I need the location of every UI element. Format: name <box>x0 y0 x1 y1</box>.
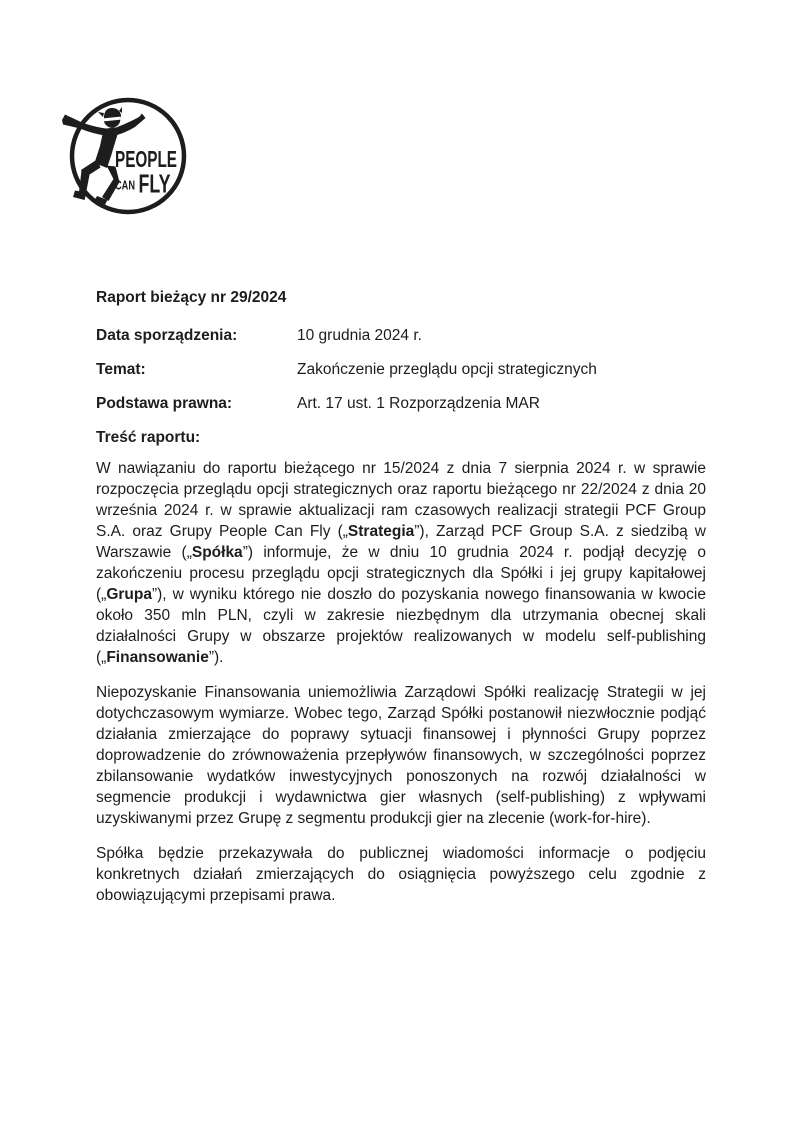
field-label-date: Data sporządzenia: <box>96 327 238 344</box>
text-segment: ”) informuje, że w dniu 10 grudnia 2024 r. podjął decyzję o zakończeniu procesu przeglądu opcji strategicznych dla Spółki i jej grupy kapitałowej („ <box>96 544 706 603</box>
logo-graphic <box>62 96 203 222</box>
field-row-subject <box>96 359 706 380</box>
field-row-legal-basis <box>96 393 706 414</box>
text-segment: ”). <box>208 649 224 666</box>
field-value-subject: Zakończenie przeglądu opcji strategicznych <box>297 361 597 378</box>
text-segment: Spółka <box>191 544 243 561</box>
field-row-date <box>96 325 706 346</box>
text-segment: Spółka będzie przekazywała do publicznej wiadomości informacje o podjęciu konkretnych działań zmierzających do osiągnięcia powyższego celu zgodnie z obowiązującymi przepisami prawa. <box>96 845 706 904</box>
report-paragraph-1 <box>96 458 706 668</box>
text-segment: ”), Zarząd PCF Group S.A. z siedzibą w Warszawie („ <box>96 523 706 561</box>
text-segment: ”), w wyniku którego nie doszło do pozyskania nowego finansowania w kwocie około 350 mln PLN, czyli w zakresie niezbędnym dla utrzymania obecnej skali działalności Grupy w obszarze projektów realizowanych w modelu self-publishing („ <box>96 586 706 666</box>
text-segment: Grupa <box>106 586 152 603</box>
field-label-legal-basis: Podstawa prawna: <box>96 395 233 412</box>
report-paragraph-2 <box>96 682 706 829</box>
text-segment: W nawiązaniu do raportu bieżącego nr 15/2024 z dnia 7 sierpnia 2024 r. w sprawie rozpoczęcia przeglądu opcji strategicznych oraz raportu bieżącego nr 22/2024 z dnia 20 września 2024 r. w sprawie aktualizacji ram czasowych realizacji strategii PCF Group S.A. oraz Grupy People Can Fly („ <box>96 460 706 540</box>
people-can-fly-logo <box>62 96 203 222</box>
report-paragraph-3 <box>96 843 706 906</box>
field-value-date: 10 grudnia 2024 r. <box>297 327 422 344</box>
field-value-legal-basis: Art. 17 ust. 1 Rozporządzenia MAR <box>297 395 540 412</box>
field-label-subject: Temat: <box>96 361 146 378</box>
report-content <box>96 287 706 920</box>
report-title: Raport bieżący nr 29/2024 <box>96 289 287 306</box>
logo-text-can: CAN <box>115 178 135 193</box>
logo-text-people: PEOPLE <box>115 146 177 172</box>
text-segment: Finansowanie <box>106 649 209 666</box>
text-segment: Niepozyskanie Finansowania uniemożliwia Zarządowi Spółki realizację Strategii w jej dotychczasowym wymiarze. Wobec tego, Zarząd Spółki postanowił niezwłocznie podjąć działania zmierzające do poprawy sytuacji finansowej i płynności Grupy poprzez doprowadzenie do zrównoważenia przepływów finansowych, w szczególności poprzez zbilansowanie wydatków inwestycyjnych ponoszonych na rozwój działalności w segmencie produkcji i wydawnictwa gier własnych (self-publishing) z wpływami uzyskiwanymi przez Grupę z segmentu produkcji gier na zlecenie (work-for-hire). <box>96 684 706 827</box>
content-heading: Treść raportu: <box>96 429 201 446</box>
logo-text-fly: FLY <box>138 168 171 199</box>
text-segment: Strategia <box>347 523 415 540</box>
